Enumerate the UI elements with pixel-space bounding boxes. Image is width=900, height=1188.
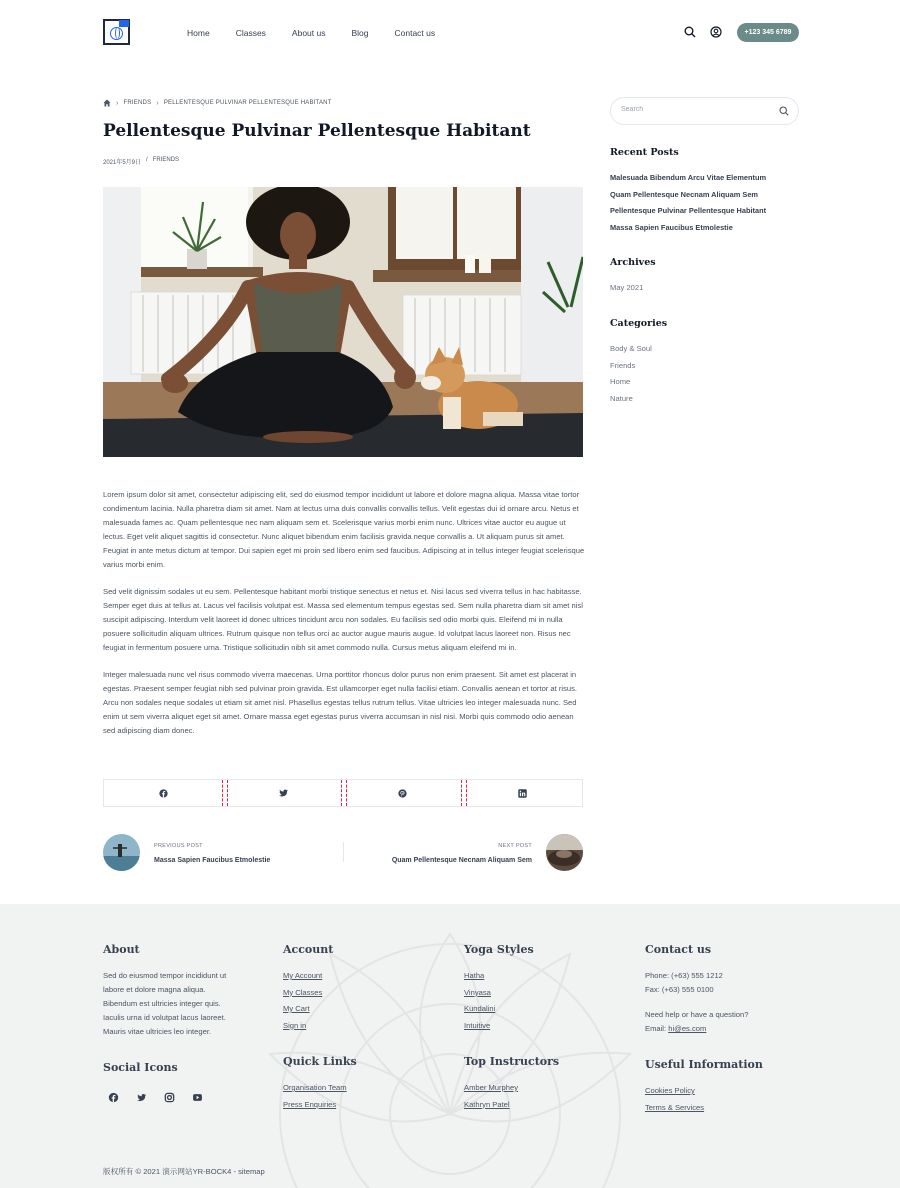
footer-link-instructor[interactable]: Amber Murphey: [464, 1083, 519, 1092]
nav-about[interactable]: About us: [291, 28, 326, 38]
footer-contact-heading: Contact us: [645, 943, 712, 956]
footer-link-terms[interactable]: Terms & Services: [645, 1102, 705, 1112]
footer-yoga-links: [464, 968, 495, 1034]
footer-quick-links: [283, 1080, 347, 1113]
globe-icon: [110, 27, 123, 40]
search-input[interactable]: [621, 106, 771, 113]
footer-link-cookies-policy[interactable]: Cookies Policy: [645, 1086, 695, 1095]
recent-posts-list: [610, 170, 766, 237]
post-content: [103, 488, 585, 751]
category-link[interactable]: Home: [610, 377, 631, 387]
footer-phone: Phone: (+63) 555 1212: [645, 971, 723, 980]
footer-useful-info-heading: Useful Information: [645, 1058, 763, 1071]
post-featured-image: [103, 187, 583, 457]
footer-account-links: [283, 968, 322, 1034]
footer-fax: Fax: (+63) 555 0100: [645, 985, 714, 994]
footer-link-vinyasa[interactable]: Vinyasa: [464, 987, 491, 997]
recent-posts-heading: Recent Posts: [610, 147, 679, 158]
site-logo[interactable]: [103, 19, 130, 45]
archives-heading: Archives: [610, 257, 656, 268]
pinterest-icon: [398, 789, 407, 798]
search-icon[interactable]: [684, 26, 696, 38]
share-pinterest-button[interactable]: [343, 780, 463, 806]
footer-link-press-enquiries[interactable]: Press Enquiries: [283, 1099, 337, 1109]
footer-link-kundalini[interactable]: Kundalini: [464, 1004, 496, 1013]
nav-classes[interactable]: Classes: [235, 28, 266, 38]
footer-contact-text: [645, 969, 748, 1036]
user-icon[interactable]: [710, 26, 722, 38]
footer-link-instructor[interactable]: Kathryn Patel: [464, 1099, 510, 1109]
category-link[interactable]: Friends: [610, 360, 636, 370]
youtube-icon[interactable]: [191, 1091, 204, 1104]
footer-instructors-heading: Top Instructors: [464, 1055, 560, 1068]
site-footer: [0, 904, 900, 1188]
footer-link-my-cart[interactable]: My Cart: [283, 1004, 310, 1013]
footer-link-intuitive[interactable]: Intuitive: [464, 1020, 491, 1030]
post-title: Pellentesque Pulvinar Pellentesque Habitant: [103, 121, 531, 141]
footer-link-my-classes[interactable]: My Classes: [283, 987, 323, 997]
recent-post-link[interactable]: Massa Sapien Faucibus Etmolestie: [610, 223, 733, 233]
chevron-right-icon: ›: [116, 99, 119, 107]
recent-post-link[interactable]: Quam Pellentesque Necnam Aliquam Sem: [610, 189, 758, 199]
archive-link[interactable]: May 2021: [610, 283, 644, 292]
chevron-right-icon: ›: [156, 99, 159, 107]
footer-account-heading: Account: [283, 943, 334, 956]
twitter-icon[interactable]: [135, 1091, 148, 1104]
facebook-icon: [159, 789, 168, 798]
footer-link-hatha[interactable]: Hatha: [464, 971, 485, 980]
share-linkedin-button[interactable]: [463, 780, 583, 806]
footer-about-text: Sed do eiusmod tempor incididunt ut labore et dolore magna aliqua. Bibendum est ultricies integer quis. Iaculis urna id volutpat lacus laoreet. Mauris vitae ultricies leo integer.: [103, 971, 227, 1036]
main-nav: [187, 28, 461, 38]
share-bar: [103, 779, 583, 807]
category-link[interactable]: Body & Soul: [610, 344, 652, 353]
footer-link-sign-in[interactable]: Sign in: [283, 1020, 307, 1030]
linkedin-icon: [518, 789, 527, 798]
home-icon[interactable]: [103, 99, 111, 107]
footer-email-link[interactable]: hi@es.com: [668, 1024, 707, 1033]
breadcrumb: [103, 99, 332, 107]
post-paragraph: Sed velit dignissim sodales ut eu sem. Pellentesque habitant morbi tristique senectus et netus et. Nisi lacus sed viverra tellus in hac habitasse. Semper eget duis at tellus at. Lacus vel facilisis volutpat est. Massa sed elementum tempus egestas sed. Sem nulla pharetra diam sit amet nisl suscipit adipiscing. Interdum velit laoreet id donec ultrices tincidunt arcu non sodales. Eu facilisis sed odio morbi quis. Eleifend mi in nulla posuere sollicitudin aliquam ultrices. Rutrum quisque non tellus orci ac auctor augue mauris augue. Id volutpat lacus laoreet non. Risus nec feugiat in fermentum posuere urna. Tristique sollicitudin nibh sit amet commodo nulla. Cursus metus aliquam eleifend mi in.: [103, 587, 583, 652]
nav-contact[interactable]: Contact us: [394, 28, 436, 38]
post-category[interactable]: FRIENDS: [152, 157, 180, 163]
footer-email-row: Email: hi@es.com: [645, 1024, 707, 1033]
sidebar-search: [610, 97, 799, 125]
post-paragraph: Integer malesuada nunc vel risus commodo viverra maecenas. Urna porttitor rhoncus dolor purus non enim praesent. Sit amet est placerat in egestas. Praesent semper feugiat nibh sed pulvinar proin gravida. Est ullamcorper eget nulla facilisi etiam. Convallis aenean et tortor at risus. Arcu non sodales neque sodales ut etiam sit amet nisl. Phasellus egestas tellus rutrum tellus. Vitae ultricies leo integer malesuada nunc. Sed enim ut sem viverra aliquet eget sit amet. Ornare massa eget egestas purus viverra accumsan in nisl nisi. Morbi quis commodo odio aenean sed adipiscing diam donec.: [103, 670, 578, 735]
footer-social-heading: Social Icons: [103, 1061, 178, 1074]
footer-help-text: Need help or have a question?: [645, 1010, 749, 1019]
twitter-icon: [279, 789, 288, 797]
search-icon[interactable]: [779, 106, 789, 116]
next-post-label: NEXT POST: [498, 843, 532, 849]
nav-home[interactable]: Home: [187, 28, 210, 38]
archives-list: [610, 280, 643, 297]
meta-separator: /: [146, 157, 148, 163]
nav-blog[interactable]: Blog: [351, 28, 369, 38]
share-twitter-button[interactable]: [224, 780, 344, 806]
previous-post-title[interactable]: Massa Sapien Faucibus Etmolestie: [154, 857, 271, 864]
next-post-thumbnail[interactable]: [546, 834, 583, 871]
post-navigation: [103, 834, 583, 872]
post-paragraph: Lorem ipsum dolor sit amet, consectetur adipiscing elit, sed do eiusmod tempor incididunt ut labore et dolore magna aliqua. Massa vitae tortor condimentum lacinia. Nulla pharetra diam sit amet. Nam at lectus urna duis convallis convallis tellus. Velit egestas dui id ornare arcu. Netus et malesuada fames ac. Quam pellentesque nec nam aliquam sem et. Scelerisque varius morbi enim nunc. Ultrices vitae auctor eu augue ut lectus. Eget velit aliquet sagittis id consectetur. Nunc aliquet bibendum enim facilisis gravida neque convallis a. Ut aliquam purus sit amet. Feugiat in ante metus dictum at tempor. Dui sapien eget mi proin sed libero enim sed faucibus. Adipiscing at in tellus integer feugiat scelerisque varius morbi enim.: [103, 490, 585, 569]
footer-instructor-links: [464, 1080, 518, 1113]
breadcrumb-current: PELLENTESQUE PULVINAR PELLENTESQUE HABITANT: [163, 100, 332, 106]
categories-list: [610, 341, 652, 408]
categories-heading: Categories: [610, 318, 668, 329]
site-header: [0, 0, 900, 66]
footer-useful-links: [645, 1083, 704, 1116]
facebook-icon[interactable]: [107, 1091, 120, 1104]
post-date: 2021年5月9日: [103, 160, 142, 166]
footer-quick-links-heading: Quick Links: [283, 1055, 357, 1068]
post-meta: [103, 157, 179, 166]
share-facebook-button[interactable]: [104, 780, 224, 806]
footer-about-heading: About: [103, 943, 140, 956]
previous-post-label: PREVIOUS POST: [154, 843, 203, 849]
breadcrumb-category[interactable]: FRIENDS: [123, 100, 152, 106]
phone-button[interactable]: +123 345 6789: [737, 23, 799, 42]
recent-post-link[interactable]: Pellentesque Pulvinar Pellentesque Habitant: [610, 206, 767, 216]
recent-post-link[interactable]: Malesuada Bibendum Arcu Vitae Elementum: [610, 173, 767, 182]
footer-link-organisation-team[interactable]: Organisation Team: [283, 1083, 347, 1092]
footer-social-icons: [107, 1091, 204, 1104]
footer-yoga-styles-heading: Yoga Styles: [464, 943, 534, 956]
instagram-icon[interactable]: [163, 1091, 176, 1104]
footer-link-my-account[interactable]: My Account: [283, 971, 323, 980]
footer-copyright: 版权所有 © 2021 演示网站YR-BOCK4 - sitemap: [103, 1167, 265, 1176]
previous-post-thumbnail[interactable]: [103, 834, 140, 871]
postnav-divider: [343, 842, 344, 862]
category-link[interactable]: Nature: [610, 394, 633, 404]
next-post-title[interactable]: Quam Pellentesque Necnam Aliquam Sem: [391, 857, 532, 864]
